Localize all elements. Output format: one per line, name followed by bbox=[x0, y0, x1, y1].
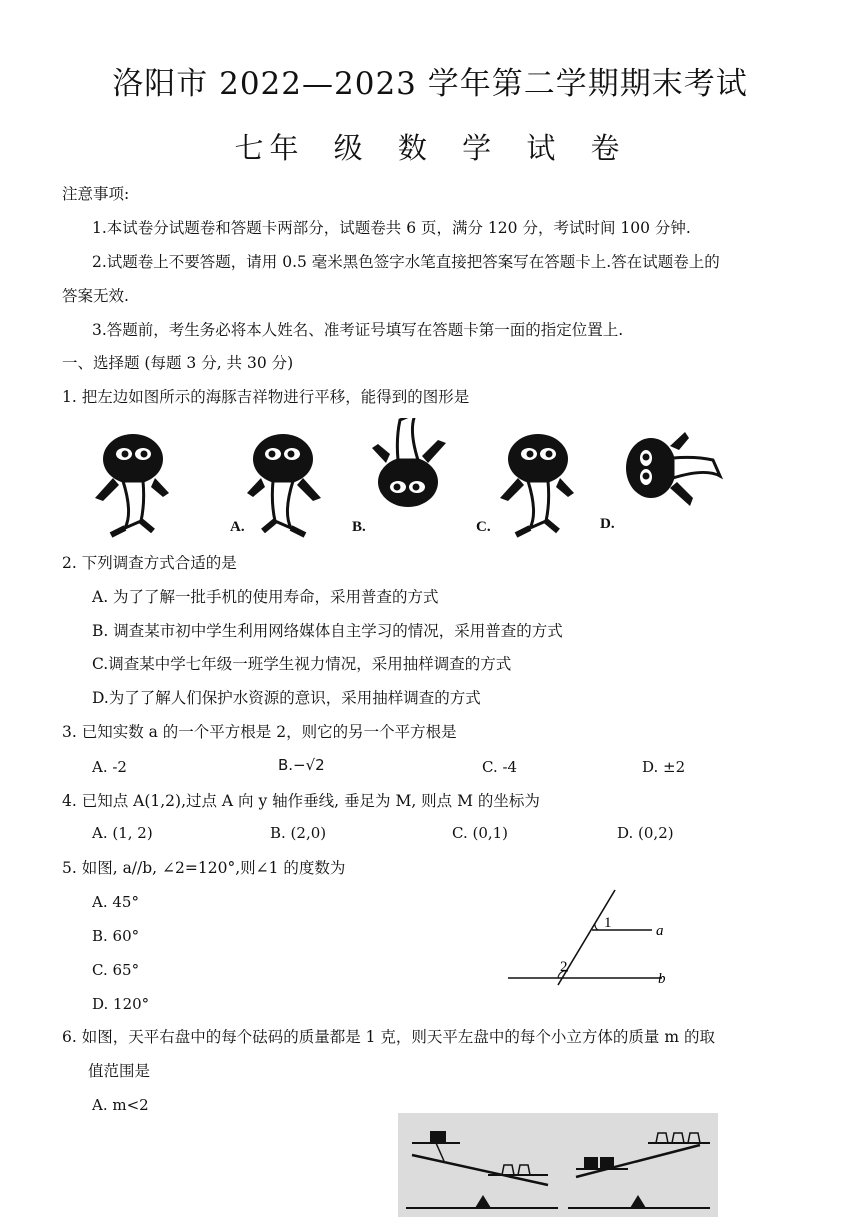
dolphin-figures bbox=[95, 418, 725, 538]
angle-1-arc bbox=[595, 923, 598, 930]
note-item-2-line1: 2.试题卷上不要答题，请用 0.5 毫米黑色签字水笔直接把答案写在答题卡上.答在试题卷上的 bbox=[92, 253, 720, 271]
question-6-stem-line2: 值范围是 bbox=[88, 1062, 151, 1080]
question-3-option-d: D. ±2 bbox=[642, 758, 686, 776]
question-4-option-d: D. (0,2) bbox=[617, 824, 674, 842]
question-5-option-c: C. 65° bbox=[92, 961, 140, 979]
note-item-2-line2: 答案无效. bbox=[62, 287, 129, 305]
question-4-option-a: A. (1, 2) bbox=[92, 824, 153, 842]
question-2-option-c: C.调查某中学七年级一班学生视力情况，采用抽样调查的方式 bbox=[92, 655, 512, 673]
note-item-1: 1.本试卷分试题卷和答题卡两部分，试题卷共 6 页，满分 120 分，考试时间 100 分钟. bbox=[92, 219, 691, 237]
line-b-label: b bbox=[658, 971, 666, 987]
angle-1-label: 1 bbox=[604, 915, 612, 931]
question-2-option-d: D.为了了解人们保护水资源的意识，采用抽样调查的方式 bbox=[92, 689, 481, 707]
dolphin-original-image bbox=[95, 434, 169, 535]
question-2-stem: 2. 下列调查方式合适的是 bbox=[62, 554, 237, 572]
exam-title: 洛阳市 2022—2023 学年第二学期期末考试 bbox=[112, 66, 748, 102]
notes-heading: 注意事项: bbox=[62, 185, 130, 203]
question-1-stem: 1. 把左边如图所示的海豚吉祥物进行平移，能得到的图形是 bbox=[62, 388, 470, 406]
question-3-option-c: C. -4 bbox=[482, 758, 518, 776]
question-1-label-c: C. bbox=[476, 519, 491, 535]
exam-subtitle: 七年 级 数 学 试 卷 bbox=[234, 131, 626, 165]
question-5-option-b: B. 60° bbox=[92, 927, 140, 945]
question-4-option-b: B. (2,0) bbox=[270, 824, 327, 842]
question-5-option-d: D. 120° bbox=[92, 995, 150, 1013]
question-3-option-b: B.−√2 bbox=[278, 756, 325, 774]
question-1-label-d: D. bbox=[600, 516, 615, 532]
question-6-stem-line1: 6. 如图，天平右盘中的每个砝码的质量都是 1 克，则天平左盘中的每个小立方体的质量 m 的取 bbox=[62, 1028, 715, 1046]
dolphin-option-a-image bbox=[247, 434, 321, 535]
dolphin-option-d-image bbox=[626, 432, 720, 506]
section-heading: 一、选择题 (每题 3 分, 共 30 分) bbox=[62, 354, 294, 372]
question-4-option-c: C. (0,1) bbox=[452, 824, 509, 842]
balance-scales-figure bbox=[398, 1113, 718, 1217]
dolphin-option-b-image bbox=[372, 418, 446, 507]
question-6-option-a: A. m<2 bbox=[92, 1096, 149, 1114]
question-5-stem: 5. 如图, a//b, ∠2=120°,则∠1 的度数为 bbox=[62, 859, 346, 877]
question-1-label-a: A. bbox=[230, 519, 245, 535]
question-3-option-a: A. -2 bbox=[92, 758, 127, 776]
question-3-stem: 3. 已知实数 a 的一个平方根是 2，则它的另一个平方根是 bbox=[62, 723, 457, 741]
question-2-option-a: A. 为了了解一批手机的使用寿命，采用普查的方式 bbox=[92, 588, 439, 606]
figure-background bbox=[398, 1113, 718, 1217]
angle-2-label: 2 bbox=[560, 959, 568, 975]
note-item-3: 3.答题前，考生务必将本人姓名、准考证号填写在答题卡第一面的指定位置上. bbox=[92, 321, 624, 339]
question-5-option-a: A. 45° bbox=[92, 893, 139, 911]
question-1-label-b: B. bbox=[352, 519, 366, 535]
line-a-label: a bbox=[656, 923, 664, 939]
question-2-option-b: B. 调查某市初中学生利用网络媒体自主学习的情况，采用普查的方式 bbox=[92, 622, 563, 640]
parallel-lines-figure bbox=[500, 885, 680, 990]
question-4-stem: 4. 已知点 A(1,2),过点 A 向 y 轴作垂线, 垂足为 M, 则点 M 的坐标为 bbox=[62, 792, 540, 810]
dolphin-option-c-image bbox=[500, 434, 574, 535]
